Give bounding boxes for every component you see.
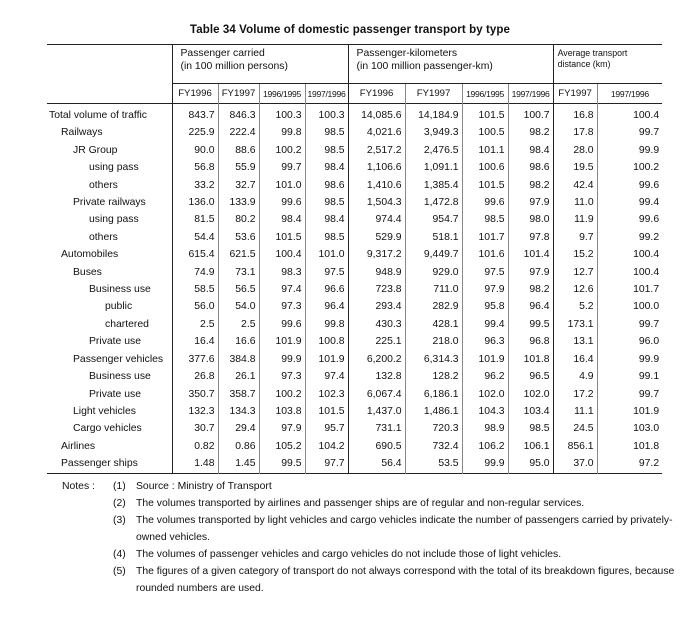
cell-value: 98.4: [305, 159, 348, 176]
cell-value: 98.5: [305, 229, 348, 246]
cell-value: 16.8: [553, 104, 597, 125]
table-row: [47, 316, 662, 333]
cell-value: 96.2: [462, 368, 508, 385]
cell-value: 90.0: [172, 142, 218, 159]
cell-value: 37.0: [553, 455, 597, 473]
cell-value: 101.5: [259, 229, 305, 246]
cell-value: 96.0: [597, 333, 662, 350]
cell-value: 104.2: [305, 438, 348, 455]
note-item: [62, 495, 692, 512]
row-label: Private use: [89, 336, 141, 348]
cell-value: 100.4: [597, 246, 662, 263]
cell-value: 56.0: [172, 298, 218, 315]
table-row: [47, 229, 662, 246]
cell-value: 98.6: [508, 159, 553, 176]
cell-value: 97.3: [259, 368, 305, 385]
cell-value: 6,186.1: [405, 386, 462, 403]
cell-value: 99.9: [259, 351, 305, 368]
table-row: [47, 351, 662, 368]
cell-value: 1,504.3: [348, 194, 405, 211]
note-number: (4): [113, 549, 126, 560]
cell-value: 98.4: [305, 211, 348, 228]
cell-value: 11.9: [553, 211, 597, 228]
row-label: Railways: [61, 127, 103, 139]
cell-value: 99.9: [597, 351, 662, 368]
cell-value: 101.1: [462, 142, 508, 159]
cell-value: 97.8: [508, 229, 553, 246]
cell-value: 843.7: [172, 104, 218, 125]
cell-value: 97.7: [305, 455, 348, 473]
cell-value: 518.1: [405, 229, 462, 246]
cell-value: 6,314.3: [405, 351, 462, 368]
transport-table: [47, 44, 662, 474]
cell-value: 102.0: [508, 386, 553, 403]
cell-value: 100.5: [462, 124, 508, 141]
cell-value: 136.0: [172, 194, 218, 211]
cell-value: 846.3: [218, 104, 259, 125]
col-header: FY1996: [172, 84, 218, 104]
cell-value: 97.4: [259, 281, 305, 298]
cell-value: 350.7: [172, 386, 218, 403]
cell-value: 15.2: [553, 246, 597, 263]
cell-value: 103.4: [508, 403, 553, 420]
cell-value: 101.5: [305, 403, 348, 420]
cell-value: 133.9: [218, 194, 259, 211]
row-label: public: [105, 301, 133, 313]
cell-value: 690.5: [348, 438, 405, 455]
cell-value: 1,437.0: [348, 403, 405, 420]
cell-value: 1.45: [218, 455, 259, 473]
note-text: Source : Ministry of Transport: [136, 481, 272, 492]
cell-value: 99.6: [597, 211, 662, 228]
header-blank: [47, 45, 172, 104]
cell-value: 56.5: [218, 281, 259, 298]
table-body: [47, 104, 662, 474]
cell-value: 0.82: [172, 438, 218, 455]
col-header: 1997/1996: [305, 84, 348, 104]
row-label: using pass: [89, 214, 139, 226]
cell-value: 54.0: [218, 298, 259, 315]
cell-value: 4.9: [553, 368, 597, 385]
col-header: FY1996: [348, 84, 405, 104]
cell-value: 97.2: [597, 455, 662, 473]
table-row: [47, 420, 662, 437]
cell-value: 222.4: [218, 124, 259, 141]
row-label: Passenger ships: [61, 458, 138, 470]
cell-value: 99.9: [462, 455, 508, 473]
cell-value: 96.8: [508, 333, 553, 350]
cell-value: 103.0: [597, 420, 662, 437]
cell-value: 1,472.8: [405, 194, 462, 211]
cell-value: 106.2: [462, 438, 508, 455]
col-header: FY1997: [553, 84, 597, 104]
cell-value: 54.4: [172, 229, 218, 246]
row-label: Business use: [89, 371, 151, 383]
cell-value: 1,410.6: [348, 177, 405, 194]
cell-value: 1,385.4: [405, 177, 462, 194]
cell-value: 128.2: [405, 368, 462, 385]
note-text: The volumes transported by light vehicles and cargo vehicles indicate the number of passengers carried by privately-owned vehicles.: [136, 515, 673, 543]
cell-value: 104.3: [462, 403, 508, 420]
cell-value: 100.7: [508, 104, 553, 125]
col-header: 1996/1995: [462, 84, 508, 104]
cell-value: 98.2: [508, 124, 553, 141]
table-row: [47, 194, 662, 211]
cell-value: 17.8: [553, 124, 597, 141]
cell-value: 97.9: [462, 281, 508, 298]
table-row: [47, 403, 662, 420]
cell-value: 26.1: [218, 368, 259, 385]
cell-value: 73.1: [218, 264, 259, 281]
col-header: 1996/1995: [259, 84, 305, 104]
cell-value: 97.3: [259, 298, 305, 315]
cell-value: 56.8: [172, 159, 218, 176]
cell-value: 19.5: [553, 159, 597, 176]
cell-value: 100.6: [462, 159, 508, 176]
row-label: Total volume of traffic: [49, 110, 147, 121]
cell-value: 974.4: [348, 211, 405, 228]
row-label: Private use: [89, 388, 141, 400]
cell-value: 100.3: [259, 104, 305, 125]
cell-value: 16.6: [218, 333, 259, 350]
cell-value: 723.8: [348, 281, 405, 298]
cell-value: 856.1: [553, 438, 597, 455]
cell-value: 358.7: [218, 386, 259, 403]
row-label: Business use: [89, 284, 151, 296]
cell-value: 377.6: [172, 351, 218, 368]
row-label: Airlines: [61, 440, 96, 452]
cell-value: 96.5: [508, 368, 553, 385]
cell-value: 225.1: [348, 333, 405, 350]
cell-value: 97.5: [462, 264, 508, 281]
cell-value: 428.1: [405, 316, 462, 333]
cell-value: 101.6: [462, 246, 508, 263]
note-text: The volumes of passenger vehicles and cargo vehicles do not include those of light vehicles.: [136, 549, 562, 560]
row-label: Buses: [73, 266, 102, 278]
cell-value: 101.8: [508, 351, 553, 368]
cell-value: 11.1: [553, 403, 597, 420]
cell-value: 81.5: [172, 211, 218, 228]
cell-value: 99.8: [259, 124, 305, 141]
cell-value: 106.1: [508, 438, 553, 455]
cell-value: 100.2: [259, 386, 305, 403]
cell-value: 954.7: [405, 211, 462, 228]
cell-value: 98.5: [305, 124, 348, 141]
note-number: (3): [113, 515, 126, 526]
cell-value: 98.3: [259, 264, 305, 281]
cell-value: 101.4: [508, 246, 553, 263]
cell-value: 99.4: [597, 194, 662, 211]
cell-value: 101.9: [597, 403, 662, 420]
cell-value: 529.9: [348, 229, 405, 246]
cell-value: 948.9: [348, 264, 405, 281]
cell-value: 30.7: [172, 420, 218, 437]
cell-value: 14,085.6: [348, 104, 405, 125]
table-title: Table 34 Volume of domestic passenger transport by type: [189, 24, 511, 36]
table-row: [47, 246, 662, 263]
cell-value: 97.5: [305, 264, 348, 281]
cell-value: 1,486.1: [405, 403, 462, 420]
cell-value: 12.7: [553, 264, 597, 281]
table-row: [47, 104, 662, 125]
cell-value: 99.4: [462, 316, 508, 333]
cell-value: 99.9: [597, 142, 662, 159]
cell-value: 0.86: [218, 438, 259, 455]
cell-value: 100.4: [597, 264, 662, 281]
cell-value: 132.3: [172, 403, 218, 420]
cell-value: 95.0: [508, 455, 553, 473]
cell-value: 99.6: [259, 316, 305, 333]
cell-value: 26.8: [172, 368, 218, 385]
cell-value: 9.7: [553, 229, 597, 246]
cell-value: 32.7: [218, 177, 259, 194]
cell-value: 13.1: [553, 333, 597, 350]
cell-value: 615.4: [172, 246, 218, 263]
cell-value: 33.2: [172, 177, 218, 194]
cell-value: 96.4: [305, 298, 348, 315]
col-header: FY1997: [405, 84, 462, 104]
cell-value: 53.6: [218, 229, 259, 246]
table-row: [47, 368, 662, 385]
cell-value: 74.9: [172, 264, 218, 281]
cell-value: 95.7: [305, 420, 348, 437]
cell-value: 97.9: [508, 194, 553, 211]
cell-value: 98.5: [305, 142, 348, 159]
note-text: The figures of a given category of transport do not always correspond with the total of its breakdown figures, because rounded numbers are used.: [136, 566, 675, 594]
cell-value: 17.2: [553, 386, 597, 403]
cell-value: 98.4: [508, 142, 553, 159]
cell-value: 134.3: [218, 403, 259, 420]
note-number: (1): [113, 481, 126, 492]
table-row: [47, 298, 662, 315]
cell-value: 88.6: [218, 142, 259, 159]
cell-value: 97.4: [305, 368, 348, 385]
cell-value: 102.3: [305, 386, 348, 403]
header-average-distance: Average transport distance (km): [553, 45, 662, 84]
cell-value: 28.0: [553, 142, 597, 159]
cell-value: 96.3: [462, 333, 508, 350]
note-item: [62, 512, 692, 546]
note-number: (5): [113, 566, 126, 577]
cell-value: 100.2: [259, 142, 305, 159]
cell-value: 103.8: [259, 403, 305, 420]
cell-value: 100.4: [597, 104, 662, 125]
cell-value: 711.0: [405, 281, 462, 298]
cell-value: 101.0: [259, 177, 305, 194]
cell-value: 100.0: [597, 298, 662, 315]
cell-value: 9,317.2: [348, 246, 405, 263]
cell-value: 99.6: [462, 194, 508, 211]
cell-value: 99.7: [597, 124, 662, 141]
cell-value: 14,184.9: [405, 104, 462, 125]
cell-value: 2.5: [172, 316, 218, 333]
table-row: [47, 333, 662, 350]
cell-value: 99.5: [508, 316, 553, 333]
cell-value: 102.0: [462, 386, 508, 403]
cell-value: 6,067.4: [348, 386, 405, 403]
cell-value: 99.6: [259, 194, 305, 211]
note-item: [62, 546, 692, 563]
cell-value: 5.2: [553, 298, 597, 315]
cell-value: 96.6: [305, 281, 348, 298]
cell-value: 55.9: [218, 159, 259, 176]
table-row: [47, 142, 662, 159]
cell-value: 101.5: [462, 177, 508, 194]
cell-value: 100.8: [305, 333, 348, 350]
cell-value: 929.0: [405, 264, 462, 281]
cell-value: 105.2: [259, 438, 305, 455]
row-label: others: [89, 179, 118, 191]
table-row: [47, 386, 662, 403]
cell-value: 99.2: [597, 229, 662, 246]
cell-value: 99.8: [305, 316, 348, 333]
cell-value: 98.5: [305, 194, 348, 211]
table-row: [47, 159, 662, 176]
cell-value: 12.6: [553, 281, 597, 298]
cell-value: 98.2: [508, 177, 553, 194]
cell-value: 101.5: [462, 104, 508, 125]
table-row: [47, 264, 662, 281]
cell-value: 97.9: [259, 420, 305, 437]
row-label: Light vehicles: [73, 405, 136, 417]
row-label: chartered: [105, 318, 149, 330]
row-label: using pass: [89, 162, 139, 174]
table-row: [47, 211, 662, 228]
cell-value: 56.4: [348, 455, 405, 473]
table-row: [47, 455, 662, 473]
cell-value: 100.2: [597, 159, 662, 176]
cell-value: 16.4: [172, 333, 218, 350]
cell-value: 98.9: [462, 420, 508, 437]
note-item: [62, 563, 692, 597]
col-header: 1997/1996: [508, 84, 553, 104]
header-passengers-carried: Passenger carried (in 100 million persons): [172, 45, 348, 84]
cell-value: 621.5: [218, 246, 259, 263]
cell-value: 101.9: [259, 333, 305, 350]
cell-value: 4,021.6: [348, 124, 405, 141]
cell-value: 732.4: [405, 438, 462, 455]
cell-value: 2,517.2: [348, 142, 405, 159]
col-header: 1997/1996: [597, 84, 662, 104]
note-item: [62, 478, 692, 495]
cell-value: 97.9: [508, 264, 553, 281]
cell-value: 101.0: [305, 246, 348, 263]
cell-value: 384.8: [218, 351, 259, 368]
cell-value: 99.6: [597, 177, 662, 194]
note-number: (2): [113, 498, 126, 509]
cell-value: 9,449.7: [405, 246, 462, 263]
cell-value: 132.8: [348, 368, 405, 385]
cell-value: 98.2: [508, 281, 553, 298]
cell-value: 99.7: [597, 316, 662, 333]
cell-value: 101.7: [462, 229, 508, 246]
cell-value: 42.4: [553, 177, 597, 194]
cell-value: 731.1: [348, 420, 405, 437]
cell-value: 95.8: [462, 298, 508, 315]
header-passenger-km: Passenger-kilometers (in 100 million passenger-km): [348, 45, 553, 84]
cell-value: 99.1: [597, 368, 662, 385]
cell-value: 100.4: [259, 246, 305, 263]
table-row: [47, 438, 662, 455]
cell-value: 16.4: [553, 351, 597, 368]
cell-value: 98.5: [462, 211, 508, 228]
cell-value: 53.5: [405, 455, 462, 473]
col-header: FY1997: [218, 84, 259, 104]
cell-value: 98.5: [508, 420, 553, 437]
table-row: [47, 177, 662, 194]
cell-value: 1,106.6: [348, 159, 405, 176]
cell-value: 720.3: [405, 420, 462, 437]
cell-value: 100.3: [305, 104, 348, 125]
cell-value: 99.7: [259, 159, 305, 176]
cell-value: 225.9: [172, 124, 218, 141]
row-label: Passenger vehicles: [73, 353, 164, 365]
cell-value: 98.6: [305, 177, 348, 194]
row-label: Cargo vehicles: [73, 423, 142, 435]
cell-value: 98.0: [508, 211, 553, 228]
cell-value: 1,091.1: [405, 159, 462, 176]
cell-value: 218.0: [405, 333, 462, 350]
cell-value: 29.4: [218, 420, 259, 437]
notes: [62, 478, 692, 597]
row-label: Automobiles: [61, 249, 119, 261]
note-text: The volumes transported by airlines and passenger ships are of regular and non-regular services.: [136, 498, 585, 509]
cell-value: 173.1: [553, 316, 597, 333]
cell-value: 2.5: [218, 316, 259, 333]
cell-value: 293.4: [348, 298, 405, 315]
notes-lead: Notes :: [62, 481, 95, 492]
row-label: others: [89, 231, 118, 243]
cell-value: 101.9: [462, 351, 508, 368]
row-label: JR Group: [73, 144, 118, 156]
cell-value: 101.7: [597, 281, 662, 298]
cell-value: 2,476.5: [405, 142, 462, 159]
cell-value: 96.4: [508, 298, 553, 315]
cell-value: 1.48: [172, 455, 218, 473]
cell-value: 98.4: [259, 211, 305, 228]
cell-value: 101.8: [597, 438, 662, 455]
row-label: Private railways: [73, 197, 146, 209]
table-row: [47, 281, 662, 298]
cell-value: 3,949.3: [405, 124, 462, 141]
cell-value: 11.0: [553, 194, 597, 211]
cell-value: 80.2: [218, 211, 259, 228]
table-row: [47, 124, 662, 141]
cell-value: 282.9: [405, 298, 462, 315]
cell-value: 58.5: [172, 281, 218, 298]
cell-value: 24.5: [553, 420, 597, 437]
cell-value: 6,200.2: [348, 351, 405, 368]
cell-value: 99.5: [259, 455, 305, 473]
cell-value: 99.7: [597, 386, 662, 403]
cell-value: 430.3: [348, 316, 405, 333]
cell-value: 101.9: [305, 351, 348, 368]
